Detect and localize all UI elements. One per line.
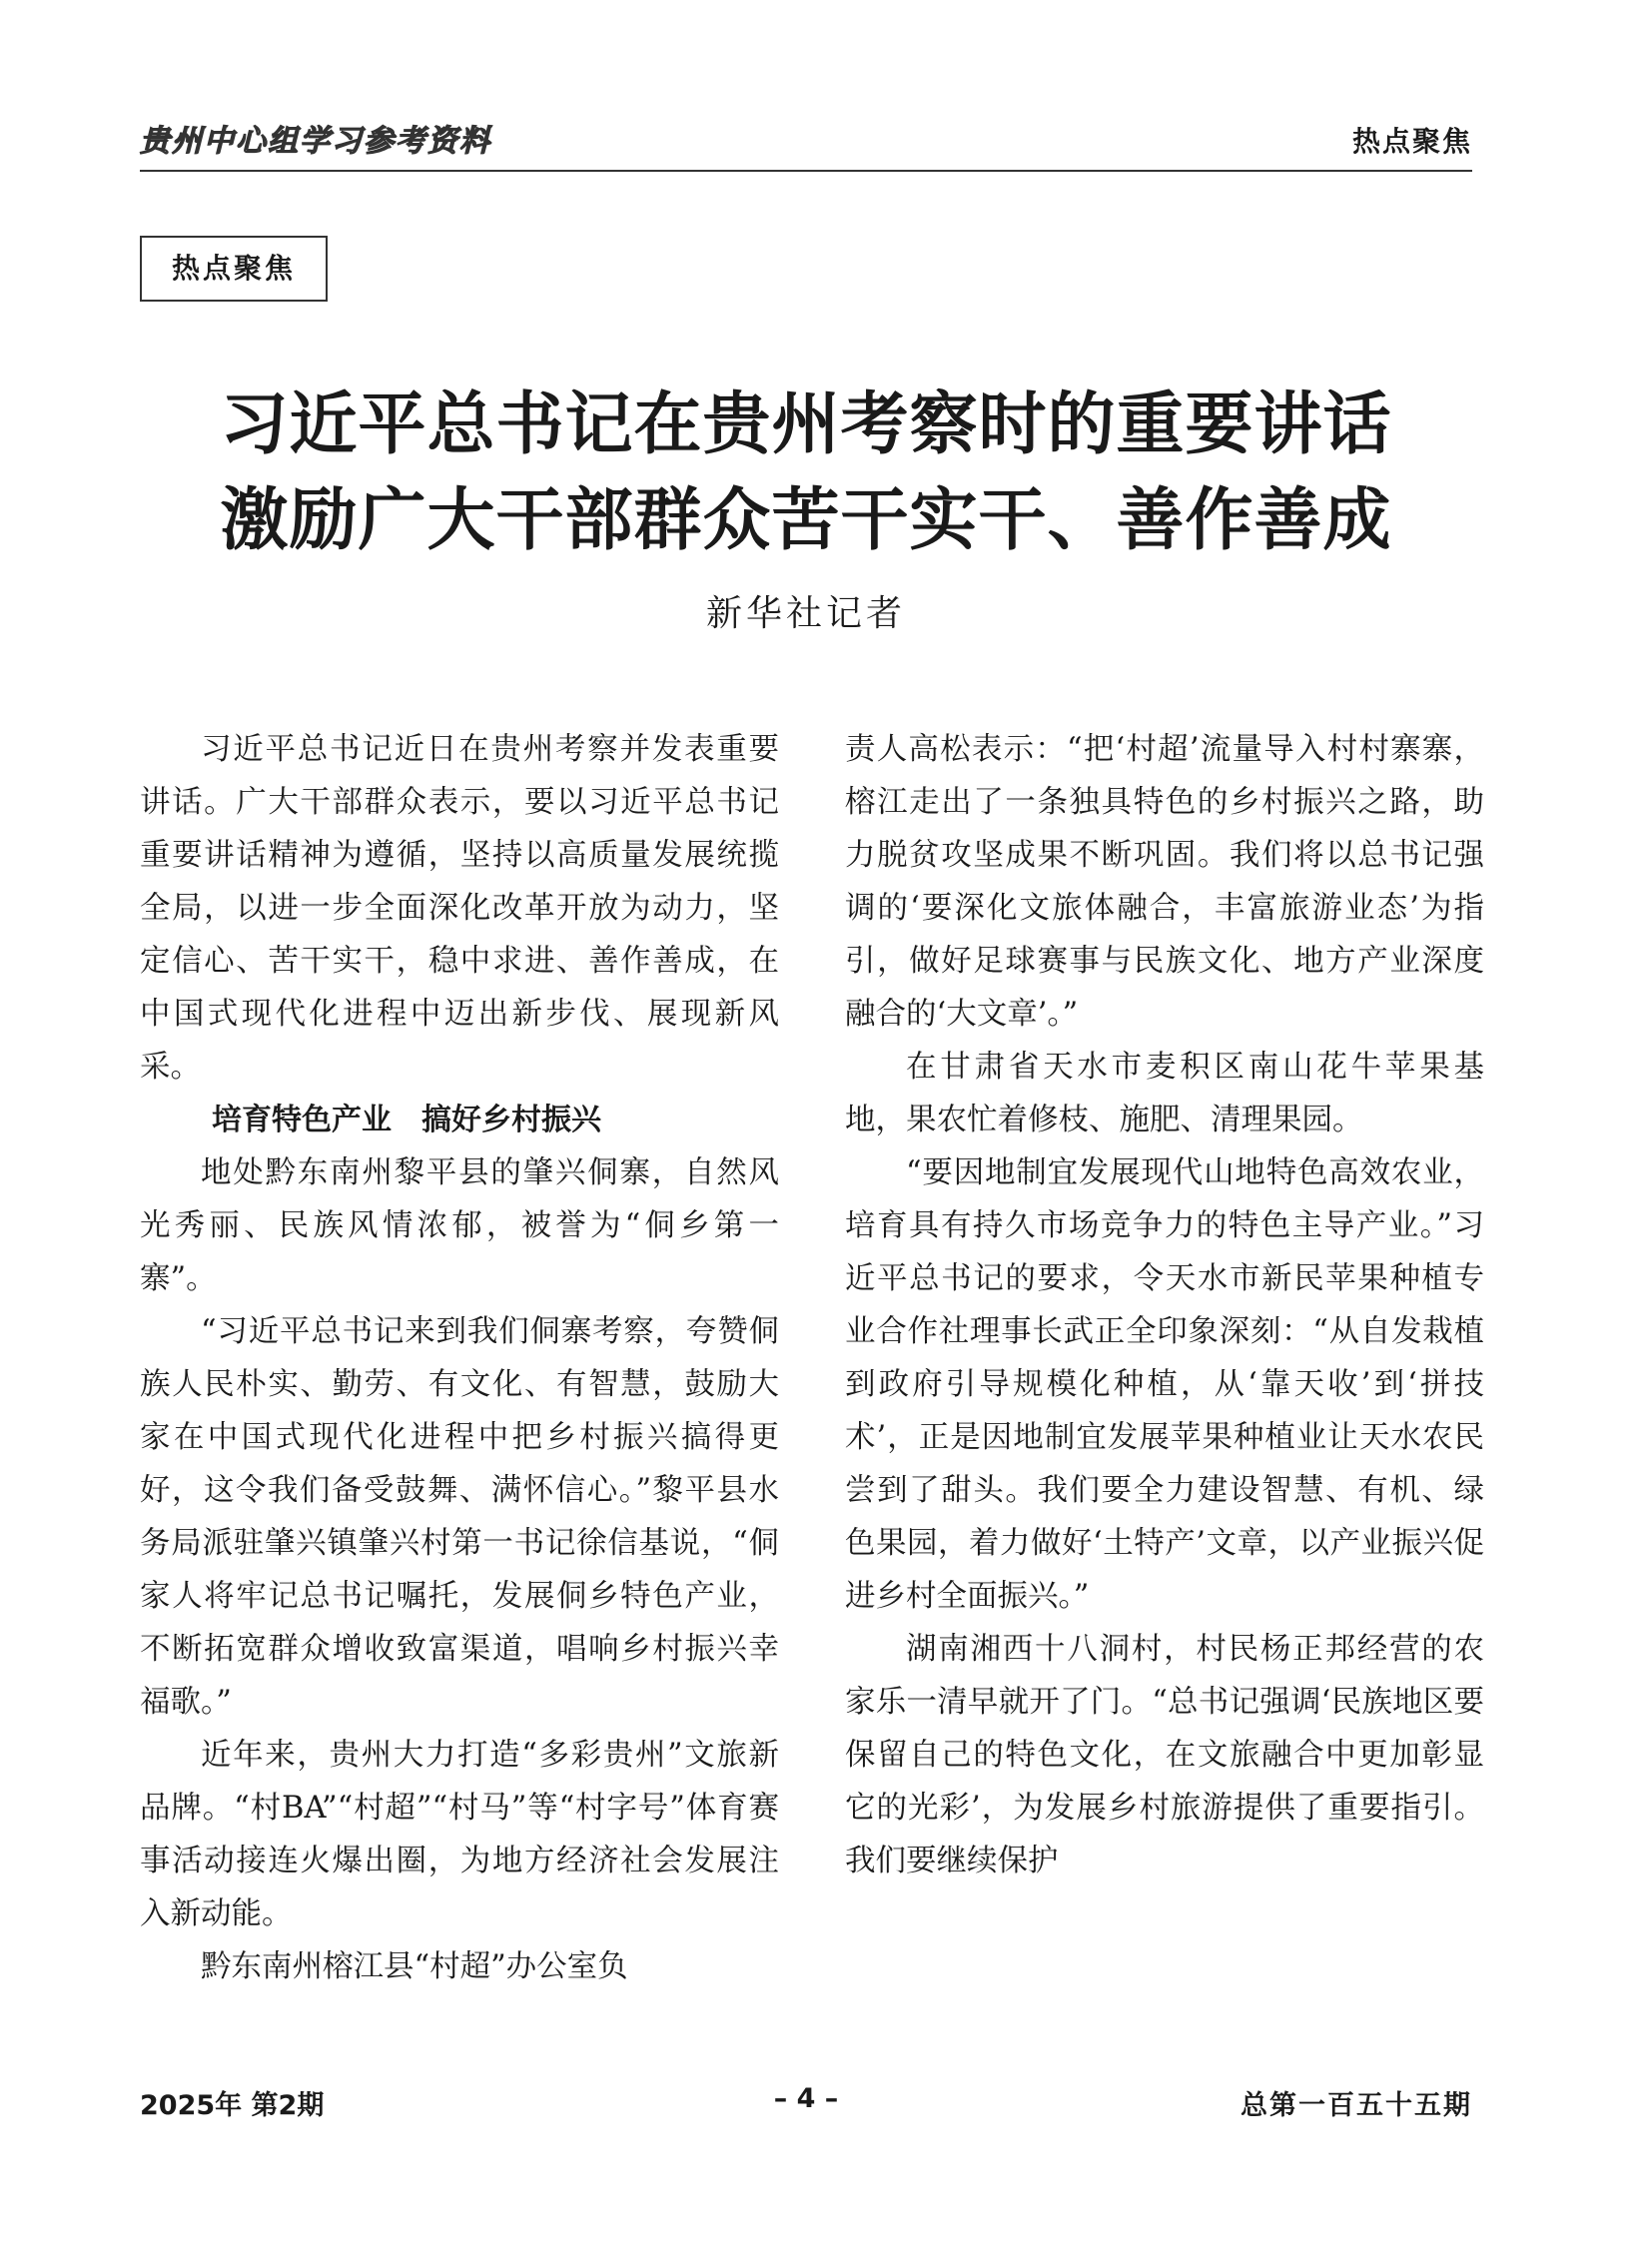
article-title [140,377,1472,569]
paragraph: 地处黔东南州黎平县的肇兴侗寨，自然风光秀丽、民族风情浓郁，被誉为“侗乡第一寨”。 [140,1155,779,1296]
paragraph: 近年来，贵州大力打造“多彩贵州”文旅新品牌。“村BA”“村超”“村马”等“村字号”体育赛事活动接连火爆出圈，为地方经济社会发展注入新动能。 [140,1738,779,1931]
paragraph: “要因地制宜发展现代山地特色高效农业，培育具有持久市场竞争力的特色主导产业。”习近平总书记的要求，令天水市新民苹果种植专业合作社理事长武正全印象深刻：“从自发栽植到政府引导规模化种植，从‘靠天收’到‘拼技术’，正是因地制宜发展苹果种植业让天水农民尝到了甜头。我们要全力建设智慧、有机、绿色果园，着力做好‘土特产’文章，以产业振兴促进乡村全面振兴。” [845,1155,1484,1614]
paragraph-intro: 习近平总书记近日在贵州考察并发表重要讲话。广大干部群众表示，要以习近平总书记重要讲话精神为遵循，坚持以高质量发展统揽全局，以进一步全面深化改革开放为动力，坚定信心、苦干实干，稳中求进、善作善成，在中国式现代化进程中迈出新步伐、展现新风采。 [140,732,779,1085]
title-line-2: 激励广大干部群众苦干实干、善作善成 [220,481,1392,560]
paragraph: 湖南湘西十八洞村，村民杨正邦经营的农家乐一清早就开了门。“总书记强调‘民族地区要保留自己的特色文化，在文旅融合中更加彰显它的光彩’，为发展乡村旅游提供了重要指引。我们要继续保护 [845,1632,1484,1878]
title-line-1: 习近平总书记在贵州考察时的重要讲话 [220,385,1392,464]
page-number: – 4 – [773,2083,839,2114]
header-section-name: 热点聚焦 [1351,125,1472,158]
paragraph: “习近平总书记来到我们侗寨考察，夸赞侗族人民朴实、勤劳、有文化、有智慧，鼓励大家在中国式现代化进程中把乡村振兴搞得更好，这令我们备受鼓舞、满怀信心。”黎平县水务局派驻肇兴镇肇兴村第一书记徐信基说，“侗家人将牢记总书记嘱托，发展侗乡特色产业，不断拓宽群众增收致富渠道，唱响乡村振兴幸福歌。” [140,1314,779,1720]
issue-number: 2025年 第2期 [140,2090,325,2121]
subheading: 培育特色产业 搞好乡村振兴 [212,1103,601,1137]
section-label-box: 热点聚焦 [140,236,328,302]
page-footer [140,2083,1472,2123]
page-header [140,118,1472,172]
left-column [140,723,779,1993]
paragraph-continuation: 责人高松表示：“把‘村超’流量导入村村寨寨，榕江走出了一条独具特色的乡村振兴之路，助力脱贫攻坚成果不断巩固。我们将以总书记强调的‘要深化文旅体融合，丰富旅游业态’为指引，做好足球赛事与民族文化、地方产业深度融合的‘大文章’。” [845,732,1484,1032]
publication-name: 贵州中心组学习参考资料 [140,124,491,159]
paragraph: 黔东南州榕江县“村超”办公室负 [201,1949,628,1984]
article-byline: 新华社记者 [705,593,906,634]
total-issue-number: 总第一百五十五期 [1240,2090,1472,2121]
paragraph: 在甘肃省天水市麦积区南山花牛苹果基地，果农忙着修枝、施肥、清理果园。 [845,1050,1484,1137]
right-column [845,723,1484,1887]
